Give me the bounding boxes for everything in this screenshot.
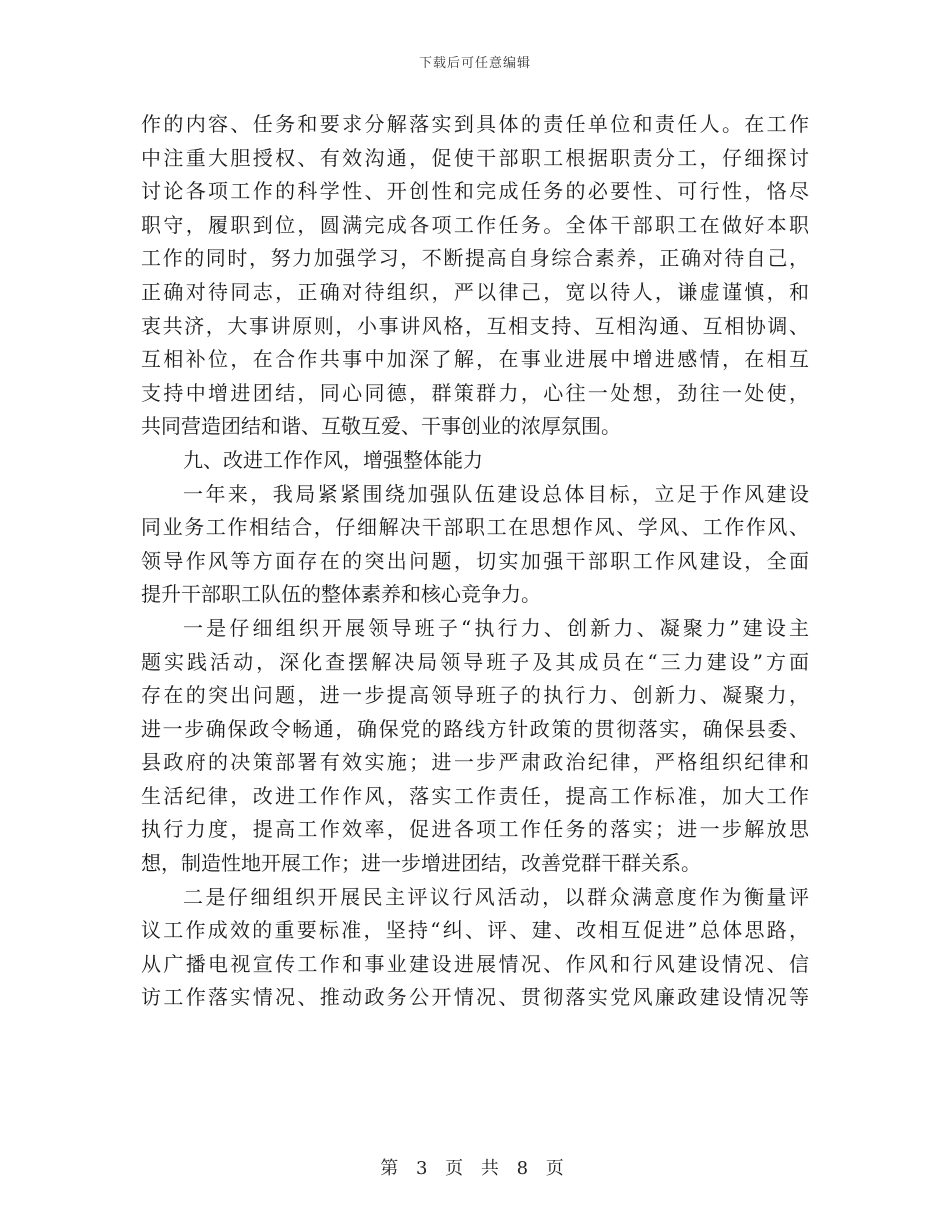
text-line: 领导作风等方面存在的突出问题，切实加强干部职工作风建设，全面 <box>141 548 809 573</box>
text-line: 同业务工作相结合，仔细解决干部职工在思想作风、学风、工作作风、 <box>141 515 809 540</box>
page-header-note: 下载后可任意编辑 <box>418 56 531 71</box>
text-line: 存在的突出问题，进一步提高领导班子的执行力、创新力、凝聚力， <box>141 683 809 708</box>
text-line: 支持中增进团结，同心同德，群策群力，心往一处想，劲往一处使， <box>141 380 809 405</box>
text-line: 执行力度，提高工作效率，促进各项工作任务的落实；进一步解放思 <box>141 817 809 842</box>
text-line: 中注重大胆授权、有效沟通，促使干部职工根据职责分工，仔细探讨 <box>141 145 809 170</box>
text-line: 二是仔细组织开展民主评议行风活动，以群众满意度作为衡量评 <box>183 884 809 909</box>
section-heading: 九、改进工作作风，增强整体能力 <box>183 447 483 472</box>
text-line: 访工作落实情况、推动政务公开情况、贯彻落实党风廉政建设情况等 <box>141 985 809 1010</box>
text-line: 一年来，我局紧紧围绕加强队伍建设总体目标，立足于作风建设 <box>183 481 809 506</box>
text-line: 互相补位，在合作共事中加深了解，在事业进展中增进感情，在相互 <box>141 347 809 372</box>
text-line: 衷共济，大事讲原则，小事讲风格，互相支持、互相沟通、互相协调、 <box>141 313 809 338</box>
text-line: 正确对待同志，正确对待组织，严以律己，宽以待人，谦虚谨慎，和 <box>141 279 809 304</box>
text-line: 议工作成效的重要标准，坚持“纠、评、建、改相互促进”总体思路， <box>141 918 809 943</box>
text-line: 讨论各项工作的科学性、开创性和完成任务的必要性、可行性，恪尽 <box>141 179 809 204</box>
text-line: 作的内容、任务和要求分解落实到具体的责任单位和责任人。在工作 <box>141 112 809 136</box>
text-line: 职守，履职到位，圆满完成各项工作任务。全体干部职工在做好本职 <box>141 212 809 237</box>
text-line: 工作的同时，努力加强学习，不断提高自身综合素养，正确对待自己， <box>141 246 809 271</box>
text-line: 提升干部职工队伍的整体素养和核心竞争力。 <box>141 582 541 607</box>
text-line: 县政府的决策部署有效实施；进一步严肃政治纪律，严格组织纪律和 <box>141 750 809 775</box>
text-line: 想，制造性地开展工作；进一步增进团结，改善党群干群关系。 <box>141 851 701 876</box>
text-line: 生活纪律，改进工作作风，落实工作责任，提高工作标准，加大工作 <box>141 783 809 808</box>
text-line: 题实践活动，深化查摆解决局领导班子及其成员在“三力建设”方面 <box>141 649 809 674</box>
text-line: 进一步确保政令畅通，确保党的路线方针政策的贯彻落实，确保县委、 <box>141 716 809 741</box>
text-line: 共同营造团结和谐、互敬互爱、干事创业的浓厚氛围。 <box>141 414 621 439</box>
document-body <box>141 108 809 1015</box>
text-line: 从广播电视宣传工作和事业建设进展情况、作风和行风建设情况、信 <box>141 951 809 976</box>
page-number: 第 3 页 共 8 页 <box>380 1158 570 1179</box>
text-line: 一是仔细组织开展领导班子“执行力、创新力、凝聚力”建设主 <box>183 615 809 640</box>
